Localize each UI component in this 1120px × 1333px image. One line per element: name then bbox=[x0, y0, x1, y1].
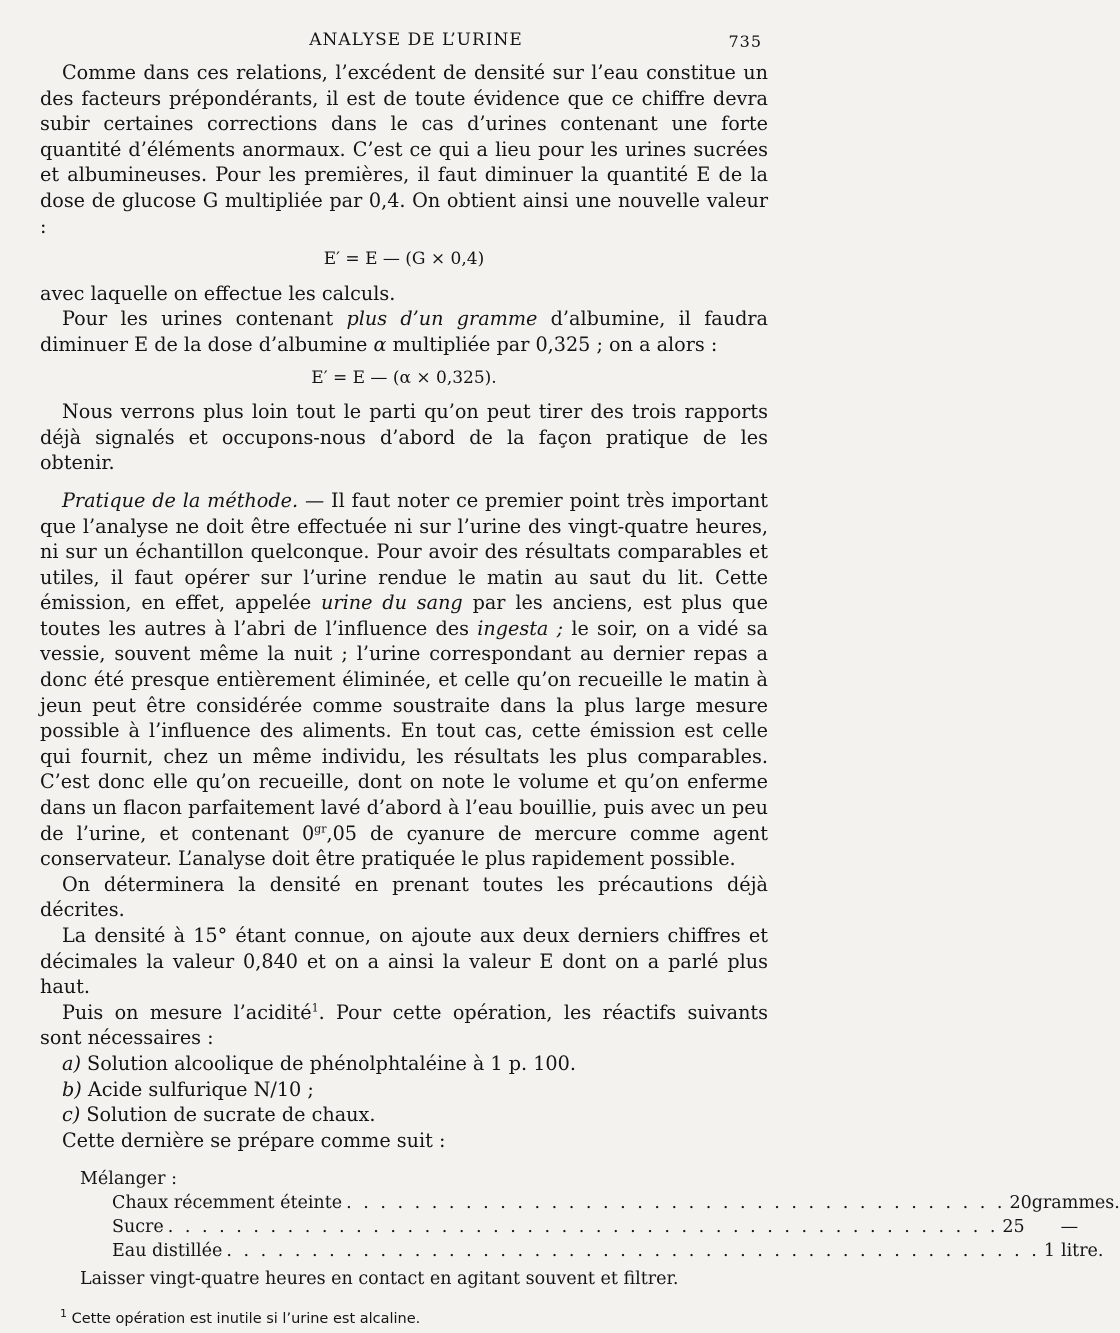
running-title: ANALYSE DE L’URINE bbox=[309, 30, 523, 50]
mix-row: Chaux récemment éteinte . . . . . . . . . . . . . . . . . . . . . . . . . . . . . . . . . . . . . . . 20 grammes. bbox=[112, 1193, 1120, 1214]
footnote: $^1$ Cette opération est inutile si l’urine est alcaline. bbox=[60, 1307, 421, 1328]
page-number: 735 bbox=[728, 32, 762, 51]
mix-label: Mélanger : bbox=[80, 1169, 177, 1190]
formula-glucose: E′ = E — (G × 0,4) bbox=[323, 249, 485, 270]
running-header bbox=[62, 30, 770, 54]
main-text bbox=[40, 60, 1120, 1333]
footnote-ref: 1 bbox=[311, 1001, 319, 1015]
paragraph-densite: On déterminera la densité en prenant toutes les précautions déjà décrites. bbox=[40, 872, 768, 922]
paragraph-densite-15: La densité à 15° étant connue, on ajoute aux deux derniers chiffres et décimales la valeur 0,840 et on a ainsi la valeur E dont on a parlé plus haut. bbox=[40, 924, 768, 999]
mix-row: Eau distillée . . . . . . . . . . . . . . . . . . . . . . . . . . . . . . . . . . . . . . . . . . . . . . . . 1 litre. bbox=[112, 1241, 1104, 1262]
prep-intro: Cette dernière se prépare comme suit : bbox=[62, 1128, 446, 1152]
section-heading: Pratique de la méthode. bbox=[62, 488, 299, 512]
formula-albumine: E′ = E — (α × 0,325). bbox=[311, 367, 497, 388]
paragraph-acidite: Puis on mesure l’acidité$^1$. Pour cette opération, les réactifs suivants sont nécessaires : bbox=[40, 1000, 768, 1050]
paragraph-albumine: Pour les urines contenant plus d’un gramme d’albumine, il faudra diminuer E de la dose d’albumine α multipliée par 0,325 ; on a alors : bbox=[40, 307, 769, 356]
paragraph-pratique-methode: Pratique de la méthode. — Il faut noter ce premier point très important que l’analyse ne doit être effectuée ni sur l’urine des vingt-quatre heures, ni sur un échantillon quelconque. Pour avoir des résultats comparables et utiles, il faut opérer sur l’urine rendue le matin au saut du lit. Cette émission, en effet, appelée urine du sang par les anciens, est plus que toutes les autres à l’abri de l’influence des ingesta ; le soir, on a vidé sa vessie, souvent même la nuit ; l’urine correspondant au dernier repas a donc été presque entièrement éliminée, et celle qu’on recueille le matin à jeun peut être considérée comme soustraite dans la plus large mesure possible à l’influence des aliments. En tout cas, cette émission est celle qui fournit, chez un même individu, les résultats les plus comparables. C’est donc elle qu’on recueille, dont on note le volume et qu’on enferme dans un flacon parfaitement lavé d’abord à l’eau bouillie, puis avec un peu de l’urine, et contenant $0^{gr},05$ de cyanure de mercure comme agent conservateur. L’analyse doit être pratiquée le plus rapidement possible. bbox=[40, 488, 769, 871]
alpha-symbol: α bbox=[373, 332, 387, 356]
mix-instruction: Laisser vingt-quatre heures en contact en agitant souvent et filtrer. bbox=[80, 1269, 679, 1290]
mix-row: Sucre . . . . . . . . . . . . . . . . . . . . . . . . . . . . . . . . . . . . . . . . . . . . . . . . . 25 — bbox=[112, 1217, 1079, 1238]
footnote-mark: 1 bbox=[60, 1307, 67, 1321]
emphasis-plus-dun-gramme: plus d’un gramme bbox=[346, 307, 538, 331]
paragraph-continuation: avec laquelle on effectue les calculs. bbox=[40, 281, 396, 305]
reagent-b: b) Acide sulfurique N/10 ; bbox=[62, 1077, 314, 1101]
mix-recipe bbox=[40, 1167, 1120, 1291]
reagent-a: a) Solution alcoolique de phénolphtaléine à 1 p. 100. bbox=[62, 1051, 576, 1075]
paragraph-density-corrections: Comme dans ces relations, l’excédent de densité sur l’eau constitue un des facteurs prépondérants, il est de toute évidence que ce chiffre devra subir certaines corrections dans le cas d’urines contenant une forte quantité d’éléments anormaux. C’est ce qui a lieu pour les urines sucrées et albumineuses. Pour les premières, il faut diminuer la quantité E de la dose de glucose G multipliée par 0,4. On obtient ainsi une nouvelle valeur : bbox=[40, 61, 768, 238]
reagent-c: c) Solution de sucrate de chaux. bbox=[62, 1103, 376, 1127]
paragraph-rapports: Nous verrons plus loin tout le parti qu’on peut tirer des trois rapports déjà signalés et occupons-nous d’abord de la façon pratique de les obtenir. bbox=[40, 400, 768, 475]
